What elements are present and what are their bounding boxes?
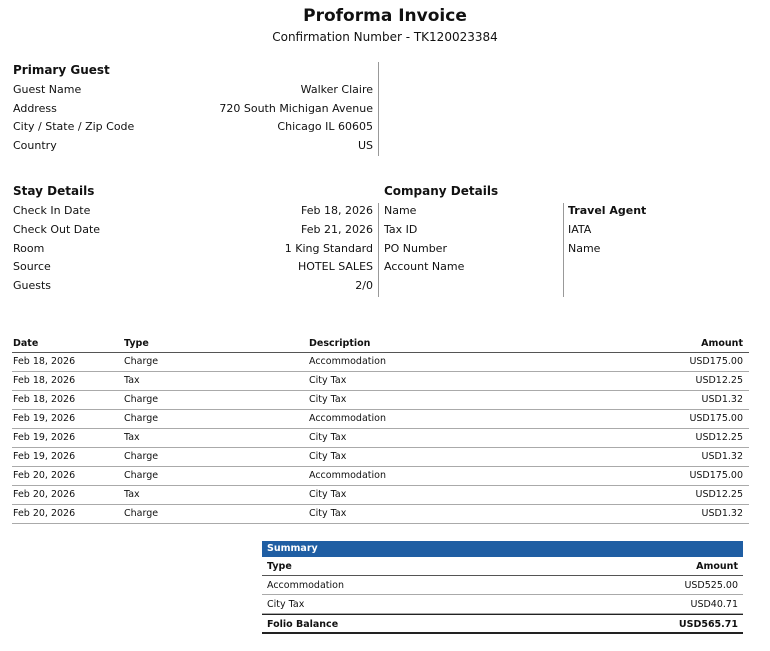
folio-balance-label: Folio Balance bbox=[267, 619, 339, 630]
table-row bbox=[12, 391, 749, 410]
col-date-header: Date bbox=[13, 338, 39, 349]
tax-id-label: Tax ID bbox=[384, 223, 418, 236]
confirmation-number: Confirmation Number - TK120023384 bbox=[272, 30, 498, 44]
agent-name-label: Name bbox=[568, 242, 601, 255]
row-amount: USD12.25 bbox=[695, 375, 743, 386]
table-row bbox=[12, 429, 749, 448]
primary-guest-heading: Primary Guest bbox=[13, 63, 110, 77]
row-date: Feb 20, 2026 bbox=[13, 508, 76, 519]
iata-label: IATA bbox=[568, 223, 592, 236]
company-name-label: Name bbox=[384, 204, 417, 217]
summary-row-amount: USD525.00 bbox=[684, 580, 738, 591]
row-description: City Tax bbox=[309, 489, 347, 500]
country-label: Country bbox=[13, 139, 57, 152]
guest-name-label: Guest Name bbox=[13, 83, 82, 96]
col-amount-header: Amount bbox=[701, 338, 743, 349]
row-type: Charge bbox=[124, 451, 159, 462]
city-state-zip-value: Chicago IL 60605 bbox=[277, 120, 373, 133]
row-amount: USD12.25 bbox=[695, 432, 743, 443]
table-row bbox=[12, 448, 749, 467]
row-description: City Tax bbox=[309, 394, 347, 405]
table-row bbox=[12, 486, 749, 505]
row-date: Feb 20, 2026 bbox=[13, 470, 76, 481]
row-type: Tax bbox=[124, 432, 140, 443]
company-details-heading: Company Details bbox=[384, 184, 499, 198]
primary-guest-divider bbox=[378, 62, 379, 156]
row-type: Tax bbox=[124, 489, 140, 500]
table-row bbox=[12, 372, 749, 391]
row-type: Charge bbox=[124, 394, 159, 405]
account-name-label: Account Name bbox=[384, 260, 465, 273]
row-description: Accommodation bbox=[309, 356, 386, 367]
summary-table bbox=[262, 541, 743, 634]
row-amount: USD1.32 bbox=[701, 508, 743, 519]
charges-table bbox=[12, 337, 749, 524]
summary-row bbox=[262, 576, 743, 595]
row-type: Tax bbox=[124, 375, 140, 386]
summary-heading-bar bbox=[262, 541, 743, 557]
guests-label: Guests bbox=[13, 279, 52, 292]
table-row bbox=[12, 353, 749, 372]
check-out-label: Check Out Date bbox=[13, 223, 101, 236]
country-value: US bbox=[357, 139, 373, 152]
row-description: City Tax bbox=[309, 432, 347, 443]
address-value: 720 South Michigan Avenue bbox=[219, 102, 373, 115]
row-description: Accommodation bbox=[309, 470, 386, 481]
row-date: Feb 18, 2026 bbox=[13, 356, 76, 367]
row-description: City Tax bbox=[309, 451, 347, 462]
summary-header-row bbox=[262, 557, 743, 576]
row-date: Feb 18, 2026 bbox=[13, 375, 76, 386]
address-label: Address bbox=[13, 102, 57, 115]
folio-balance-row bbox=[262, 614, 743, 634]
row-date: Feb 19, 2026 bbox=[13, 451, 76, 462]
po-number-label: PO Number bbox=[384, 242, 447, 255]
travel-agent-heading: Travel Agent bbox=[568, 204, 647, 217]
guests-value: 2/0 bbox=[355, 279, 373, 292]
row-amount: USD175.00 bbox=[689, 413, 743, 424]
row-description: City Tax bbox=[309, 375, 347, 386]
row-type: Charge bbox=[124, 356, 159, 367]
col-type-header: Type bbox=[124, 338, 149, 349]
check-in-label: Check In Date bbox=[13, 204, 91, 217]
source-value: HOTEL SALES bbox=[298, 260, 373, 273]
row-date: Feb 20, 2026 bbox=[13, 489, 76, 500]
stay-details-heading: Stay Details bbox=[13, 184, 95, 198]
summary-row-amount: USD40.71 bbox=[690, 599, 738, 610]
row-date: Feb 18, 2026 bbox=[13, 394, 76, 405]
summary-row-type: City Tax bbox=[267, 599, 305, 610]
row-amount: USD175.00 bbox=[689, 356, 743, 367]
table-row bbox=[12, 410, 749, 429]
check-in-value: Feb 18, 2026 bbox=[301, 204, 373, 217]
room-value: 1 King Standard bbox=[284, 242, 373, 255]
page-title: Proforma Invoice bbox=[303, 6, 467, 26]
stay-details-divider bbox=[378, 203, 379, 297]
company-details-divider bbox=[563, 203, 564, 297]
table-row bbox=[12, 505, 749, 524]
source-label: Source bbox=[13, 260, 51, 273]
guest-name-value: Walker Claire bbox=[300, 83, 373, 96]
row-type: Charge bbox=[124, 470, 159, 481]
charges-header-row bbox=[12, 337, 749, 353]
row-amount: USD12.25 bbox=[695, 489, 743, 500]
table-row bbox=[12, 467, 749, 486]
summary-row bbox=[262, 595, 743, 614]
row-type: Charge bbox=[124, 508, 159, 519]
check-out-value: Feb 21, 2026 bbox=[301, 223, 373, 236]
room-label: Room bbox=[13, 242, 45, 255]
row-description: City Tax bbox=[309, 508, 347, 519]
col-description-header: Description bbox=[309, 338, 371, 349]
row-date: Feb 19, 2026 bbox=[13, 432, 76, 443]
summary-col-type: Type bbox=[267, 561, 292, 572]
row-type: Charge bbox=[124, 413, 159, 424]
folio-balance-amount: USD565.71 bbox=[678, 619, 738, 630]
row-amount: USD1.32 bbox=[701, 394, 743, 405]
row-description: Accommodation bbox=[309, 413, 386, 424]
row-amount: USD175.00 bbox=[689, 470, 743, 481]
summary-row-type: Accommodation bbox=[267, 580, 344, 591]
summary-heading: Summary bbox=[267, 543, 318, 554]
row-amount: USD1.32 bbox=[701, 451, 743, 462]
summary-col-amount: Amount bbox=[696, 561, 738, 572]
row-date: Feb 19, 2026 bbox=[13, 413, 76, 424]
city-state-zip-label: City / State / Zip Code bbox=[13, 120, 135, 133]
